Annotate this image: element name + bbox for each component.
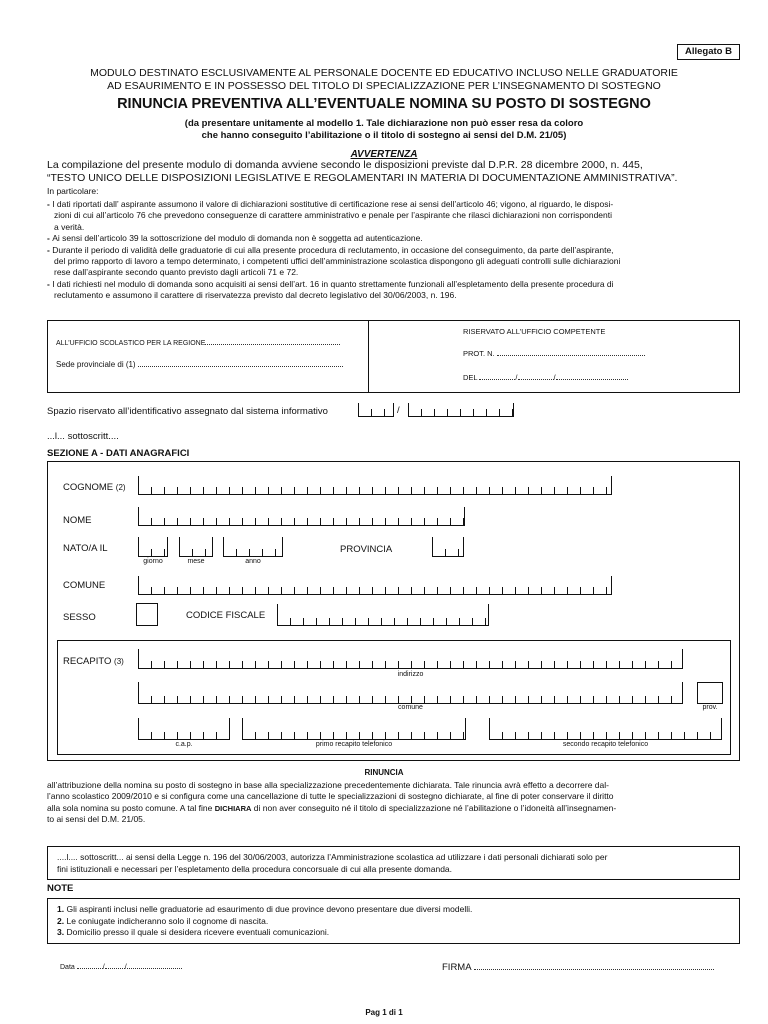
mese-label: mese <box>187 558 205 565</box>
bullet-2: - Ai sensi dell’articolo 39 la sottoscrizione del modulo di domanda non è soggetta ad autenticazione. <box>47 233 423 244</box>
address-field[interactable] <box>138 649 683 669</box>
nato-label: NATO/A IL <box>63 543 108 554</box>
notes-title: NOTE <box>47 883 74 894</box>
undersigned-label: ...l... sottoscritt.... <box>47 431 119 442</box>
provincia-label: PROVINCIA <box>340 544 393 555</box>
warning-heading: AVVERTENZA <box>350 149 418 160</box>
attachment-label: Allegato B <box>685 46 732 57</box>
phone2-label: secondo recapito telefonico <box>562 741 649 748</box>
phone1-field[interactable] <box>242 718 466 740</box>
regional-office-label: ALL’UFFICIO SCOLASTICO PER LA REGIONE <box>56 340 340 347</box>
attachment-badge <box>677 44 740 60</box>
bullet-1: - I dati riportati dall’ aspirante assumono il valore di dichiarazioni sostitutive di certificazione rese ai sensi dell’articolo 46; vigono, al riguardo, le disposi- <box>47 199 614 209</box>
nome-field[interactable] <box>138 507 465 526</box>
page-number: Pag 1 di 1 <box>365 1008 403 1017</box>
signature-label: FIRMA <box>442 962 714 973</box>
system-id-label: Spazio riservato all’identificativo assegnato dal sistema informativo <box>47 406 328 417</box>
system-id-field-b[interactable] <box>408 403 514 417</box>
note-3: 3. Domicilio presso il quale si desidera ricevere eventuali comunicazioni. <box>57 927 330 937</box>
date-label: Data / / <box>60 964 182 971</box>
date-field[interactable] <box>77 968 103 969</box>
subtitle-2: che hanno conseguito l’abilitazione o il titolo di sostegno ai sensi del D.M. 21/05) <box>201 130 567 141</box>
birth-day-field[interactable] <box>138 537 168 557</box>
recapito-label: RECAPITO (3) <box>63 656 124 667</box>
warning-bullets <box>47 199 747 302</box>
phone2-field[interactable] <box>489 718 722 740</box>
section-a-title: SEZIONE A - DATI ANAGRAFICI <box>47 448 190 459</box>
prot-label: PROT. N. <box>463 349 645 358</box>
subtitle-1: (da presentare unitamente al modello 1. Tale dichiarazione non può esser resa da coloro <box>184 118 584 129</box>
note-2: 2. Le coniugate indicheranno solo il cognome di nascita. <box>57 915 269 926</box>
codice-fiscale-label: CODICE FISCALE <box>186 610 266 621</box>
cognome-label: COGNOME (2) <box>63 482 126 493</box>
comune-sub-label: comune <box>398 704 423 711</box>
del-label: DEL / / <box>463 373 628 382</box>
giorno-label: giorno <box>143 558 163 565</box>
indirizzo-label: indirizzo <box>397 671 424 678</box>
comune-field[interactable] <box>138 576 612 595</box>
phone1-label: primo recapito telefonico <box>315 741 393 748</box>
warning-intro-1: La compilazione del presente modulo di domanda avviene secondo le disposizioni previste dal D.P.R. 28 dicembre 2000, n. 445, <box>47 159 643 171</box>
anno-label: anno <box>245 558 261 565</box>
note-1: 1. Gli aspiranti inclusi nelle graduatorie ad esaurimento di due province devono presentare due diversi modelli. <box>57 904 473 914</box>
notes-list <box>57 904 727 939</box>
reserved-label: RISERVATO ALL’UFFICIO COMPETENTE <box>463 327 606 336</box>
bullet-4-cont: reclutamento e assumono il carattere di riservatezza previsto dal decreto legislativo del 30/06/2003, n. 196. <box>54 290 457 301</box>
bullet-1-cont: zioni di cui all’articolo 76 che prevedono conseguenze di carattere amministrativo e penale per l’aspirante che rilasci dichiarazioni non corrispondenti <box>54 210 613 221</box>
privacy-text: ....l.... sottoscritt... ai sensi della Legge n. 196 del 30/06/2003, autorizza l’Amministrazione scolastica ad utilizzare i dati personali dichiarati solo per fini istituzionali e necessari per l’espletamento della procedura concorsuale di cui alla presente domanda. <box>57 852 608 874</box>
prot-field[interactable] <box>497 355 645 356</box>
header-line-1: MODULO DESTINATO ESCLUSIVAMENTE AL PERSONALE DOCENTE ED EDUCATIVO INCLUSO NELLE GRADUATORIE <box>90 67 678 79</box>
bullet-1-cont2: a verità. <box>54 221 85 232</box>
system-id-separator: / <box>397 405 400 416</box>
warning-intro-3: In particolare: <box>47 186 99 196</box>
provincial-office-label: Sede provinciale di (1) <box>56 360 343 369</box>
birth-year-field[interactable] <box>223 537 283 557</box>
provincia-field[interactable] <box>432 537 464 557</box>
office-divider <box>368 320 369 393</box>
header-line-2: AD ESAURIMENTO E IN POSSESSO DEL TITOLO DI SPECIALIZZAZIONE PER L’INSEGNAMENTO DI SOSTEGNO <box>107 80 661 92</box>
nome-label: NOME <box>63 515 92 526</box>
rinuncia-text: all’attribuzione della nomina su posto di sostegno in base alla specializzazione precedentemente dichiarata. Tale rinuncia avrà effetto a decorrere dal- l’anno scolastico 2009/2010 e si configura come una cancellazione di tutte le specializzazioni di sostegno dichiarate, al fine di poter conservare il diritto alla sola nomina su posto comune. A tal fine DICHIARA di non aver conseguito né il titolo di specializzazione né l’abilitazione o l’idoneità all’insegnamen- to ai sensi del D.M. 21/05. <box>47 780 617 824</box>
sesso-field[interactable] <box>136 603 158 626</box>
provincial-office-field[interactable] <box>138 366 343 367</box>
bullet-4: - I dati richiesti nel modulo di domanda sono acquisiti ai sensi dell’art. 16 in quanto strettamente funzionali all’espletamento della presente procedura di <box>47 278 614 289</box>
cap-label: c.a.p. <box>175 741 193 748</box>
city-field[interactable] <box>138 682 683 704</box>
birth-month-field[interactable] <box>179 537 213 557</box>
signature-field[interactable] <box>474 969 714 970</box>
rinuncia-title: RINUNCIA <box>364 768 404 777</box>
cap-field[interactable] <box>138 718 230 740</box>
bullet-3: - Durante il periodo di validità delle graduatorie di cui alla presente procedura di reclutamento, in occasione del conseguimento, da parte dell’aspirante, <box>47 244 614 255</box>
prov-field[interactable] <box>697 682 723 704</box>
sesso-label: SESSO <box>63 612 96 623</box>
bullet-3-cont: del primo rapporto di lavoro a tempo determinato, i competenti uffici dell’amministrazione scolastica dispongono gli adeguati controlli sulle dichiarazioni <box>54 256 621 267</box>
bullet-3-cont2: rese dall’aspirante secondo quanto previsto dagli articoli 71 e 72. <box>54 267 299 278</box>
codice-fiscale-field[interactable] <box>277 604 489 626</box>
comune-label: COMUNE <box>63 580 106 591</box>
prov-label: prov. <box>702 704 718 711</box>
cognome-field[interactable] <box>138 476 612 495</box>
system-id-field-a[interactable] <box>358 403 394 417</box>
warning-intro-2: “TESTO UNICO DELLE DISPOSIZIONI LEGISLATIVE E REGOLAMENTARI IN MATERIA DI DOCUMENTAZIONE AMMINISTRATIVA”. <box>47 172 678 184</box>
page-title: RINUNCIA PREVENTIVA ALL’EVENTUALE NOMINA SU POSTO DI SOSTEGNO <box>117 96 651 112</box>
